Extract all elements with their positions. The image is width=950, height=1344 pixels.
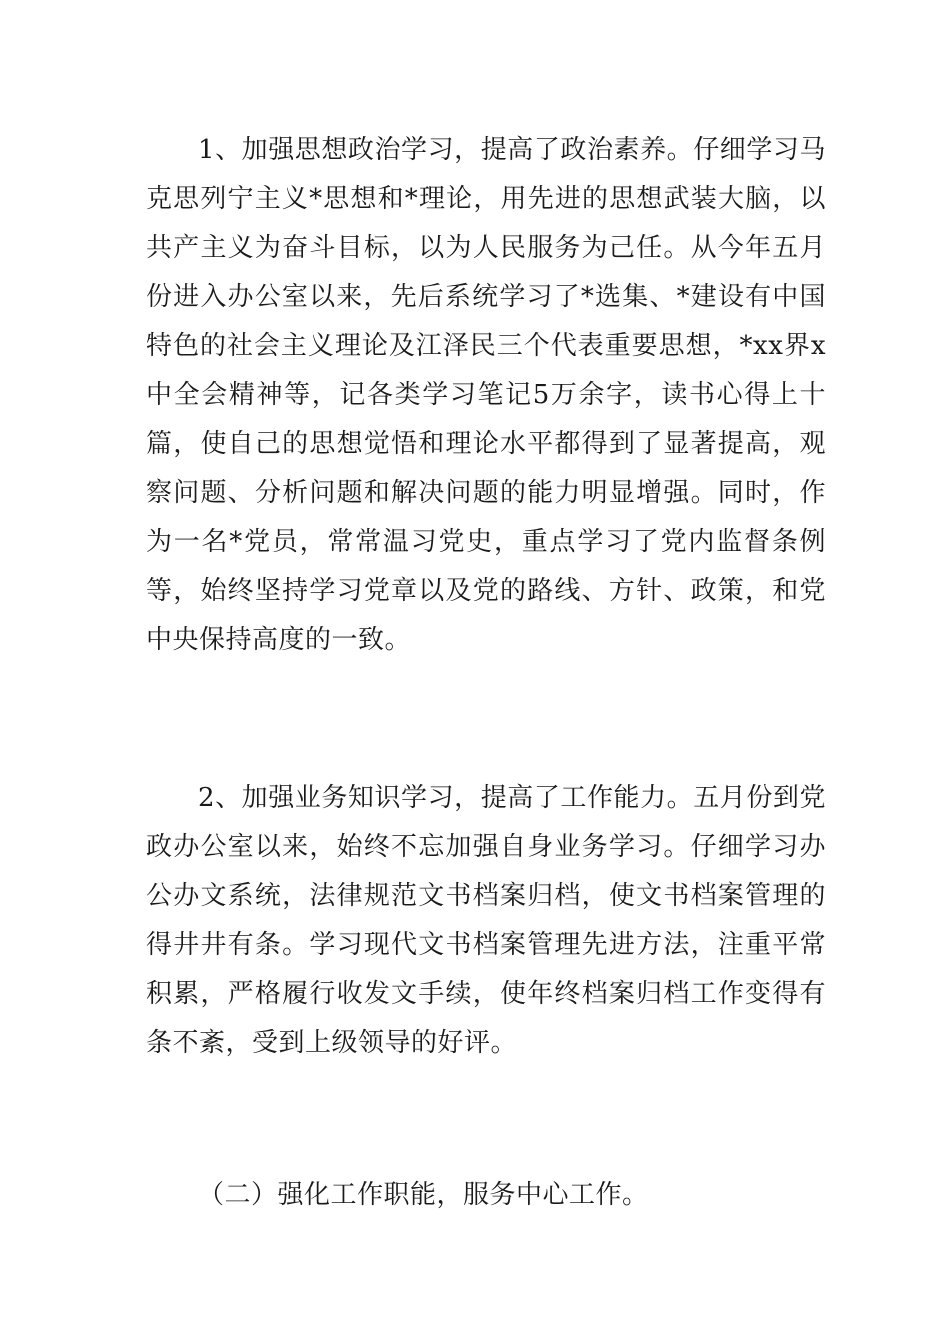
paragraph-political-study <box>146 126 826 665</box>
section-heading-work-functions <box>198 1171 878 1220</box>
paragraph-business-study <box>146 774 826 1068</box>
paragraph-text: 2、加强业务知识学习，提高了工作能力。五月份到党政办公室以来，始终不忘加强自身业务学习。仔细学习办公办文系统，法律规范文书档案归档，使文书档案管理的得井井有条。学习现代文书档案管理先进方法，注重平常积累，严格履行收发文手续，使年终档案归档工作变得有条不紊，受到上级领导的好评。 <box>146 783 826 1058</box>
heading-text: （二）强化工作职能，服务中心工作。 <box>198 1180 649 1210</box>
paragraph-text: 1、加强思想政治学习，提高了政治素养。仔细学习马克思列宁主义*思想和*理论，用先进的思想武装大脑，以共产主义为奋斗目标，以为人民服务为己任。从今年五月份进入办公室以来，先后系统学习了*选集、*建设有中国特色的社会主义理论及江泽民三个代表重要思想，*xx界x中全会精神等，记各类学习笔记5万余字，读书心得上十篇，使自己的思想觉悟和理论水平都得到了显著提高，观察问题、分析问题和解决问题的能力明显增强。同时，作为一名*党员，常常温习党史，重点学习了党内监督条例等，始终坚持学习党章以及党的路线、方针、政策，和党中央保持高度的一致。 <box>146 135 826 655</box>
